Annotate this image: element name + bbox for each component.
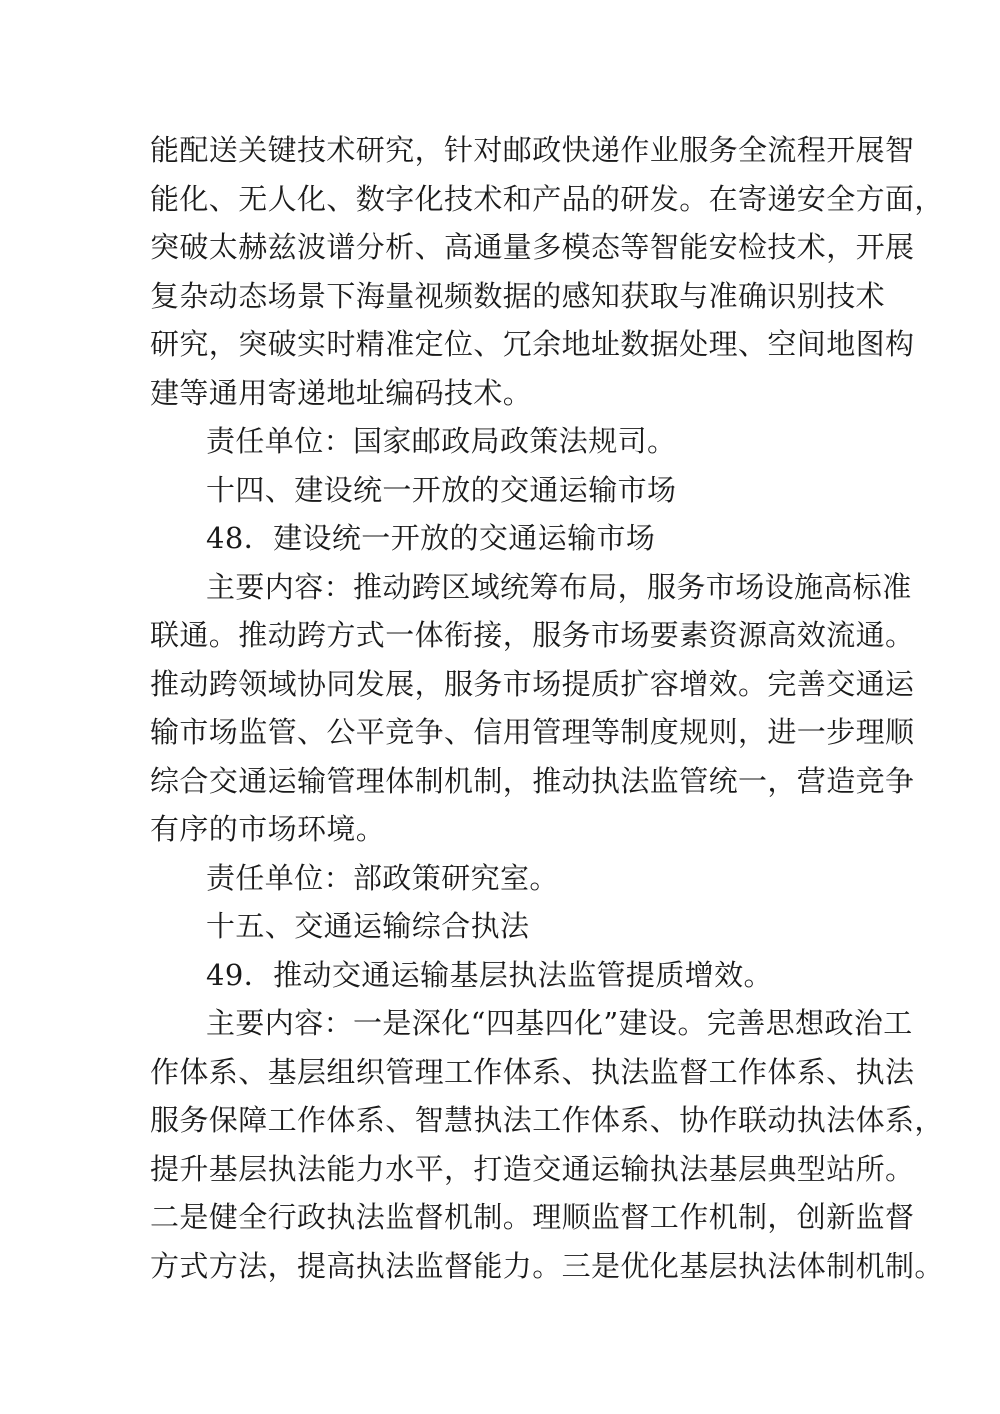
text-line: 研究，突破实时精准定位、冗余地址数据处理、空间地图构 bbox=[150, 327, 915, 361]
section-heading: 十五、交通运输综合执法 bbox=[206, 909, 530, 943]
text-line: 能配送关键技术研究，针对邮政快递作业服务全流程开展智 bbox=[150, 133, 915, 167]
text-line: 提升基层执法能力水平，打造交通运输执法基层典型站所。 bbox=[150, 1151, 915, 1186]
text-line: 主要内容：推动跨区域统筹布局，服务市场设施高标准 bbox=[206, 569, 912, 604]
responsible-unit: 责任单位：国家邮政局政策法规司。 bbox=[206, 424, 677, 458]
document-body bbox=[150, 126, 944, 1290]
item-heading: 48．建设统一开放的交通运输市场 bbox=[206, 521, 656, 555]
text-line: 综合交通运输管理体制机制，推动执法监管统一，营造竞争 bbox=[150, 763, 915, 798]
text-line: 有序的市场环境。 bbox=[150, 812, 386, 846]
text-line: 联通。推动跨方式一体衔接，服务市场要素资源高效流通。 bbox=[150, 618, 915, 652]
responsible-unit: 责任单位：部政策研究室。 bbox=[206, 860, 559, 895]
text-line: 推动跨领域协同发展，服务市场提质扩容增效。完善交通运 bbox=[150, 666, 915, 701]
text-line: 服务保障工作体系、智慧执法工作体系、协作联动执法体系， bbox=[150, 1103, 944, 1137]
text-line: 输市场监管、公平竞争、信用管理等制度规则，进一步理顺 bbox=[150, 715, 915, 749]
text-line: 突破太赫兹波谱分析、高通量多模态等智能安检技术，开展 bbox=[150, 230, 915, 264]
text-line: 复杂动态场景下海量视频数据的感知获取与准确识别技术 bbox=[150, 278, 886, 313]
section-heading: 十四、建设统一开放的交通运输市场 bbox=[206, 472, 677, 507]
text-line: 能化、无人化、数字化技术和产品的研发。在寄递安全方面， bbox=[150, 181, 944, 216]
text-line: 作体系、基层组织管理工作体系、执法监督工作体系、执法 bbox=[150, 1054, 915, 1089]
text-line: 建等通用寄递地址编码技术。 bbox=[150, 375, 533, 410]
text-line: 方式方法，提高执法监督能力。三是优化基层执法体制机制。 bbox=[150, 1248, 944, 1283]
text-line: 主要内容：一是深化“四基四化”建设。完善思想政治工 bbox=[206, 1006, 913, 1040]
text-line: 二是健全行政执法监督机制。理顺监督工作机制，创新监督 bbox=[150, 1200, 915, 1234]
item-heading: 49．推动交通运输基层执法监管提质增效。 bbox=[206, 957, 773, 992]
